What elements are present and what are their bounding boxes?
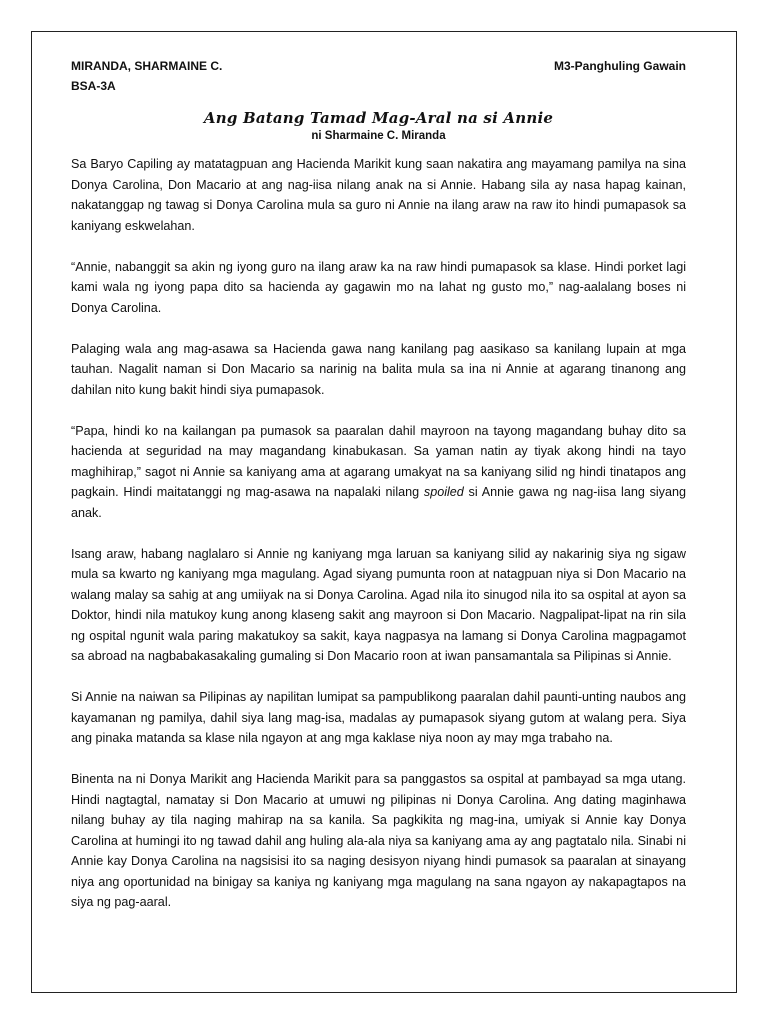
paragraph: “Annie, nabanggit sa akin ng iyong guro na ilang araw ka na raw hindi pumapasok sa klase. Hindi porket lagi kami wala ng iyong papa dito sa hacienda ay gagawin mo na lahat ng gusto mo,” nag-aalalang boses ni Donya Carolina. (71, 259, 686, 315)
paragraph: Si Annie na naiwan sa Pilipinas ay napilitan lumipat sa pampublikong paaralan dahil paunti-unting naubos ang kayamanan ng pamilya, dahil siya lang mag-isa, madalas ay pumapasok siyang gutom at walang pera. Siya ang pinaka matanda sa klase nila ngayon at ang mga kaklase niya noon ay may mga trabaho na. (71, 690, 686, 745)
document-header (71, 56, 686, 96)
author-name: MIRANDA, SHARMAINE C. (71, 59, 223, 73)
paragraph-text: si Annie gawa ng nag-iisa lang siyang anak. (71, 485, 686, 520)
story-body (71, 154, 686, 913)
paragraph: Isang araw, habang naglalaro si Annie ng kaniyang mga laruan sa kaniyang silid ay nakarinig siya ng sigaw mula sa kwarto ng kaniyang mga magulang. Agad siyang pumunta roon at natagpuan niya si Don Macario na walang malay sa sahig at ang umiiyak na si Donya Carolina. Agad nila ito sinugod nila ito sa ospital at ayon sa Doktor, hindi nila matukoy kung anong klaseng sakit ang mayroon si Don Macario. Nagpalipat-lipat na rin sila ng ospital ngunit wala paring makatukoy sa sakit, kaya nagpasya na lamang si Donya Carolina magpagamot sa abroad na nagbabakasakaling gumaling si Don Macario roon at iwan pansamantala sa Pilipinas si Annie. (71, 546, 686, 663)
section-label: BSA-3A (71, 79, 116, 93)
paragraph: Binenta na ni Donya Marikit ang Hacienda Marikit para sa panggastos sa ospital at pambayad sa mga utang. Hindi nagtagtal, namatay si Don Macario at umuwi ng pilipinas ni Donya Carolina. Ang dating maginhawa nilang buhay ay tila naging mahirap na sa kanila. Sa pagkikita ng mag-ina, umiyak si Annie kay Donya Carolina at humingi ito ng tawad dahil ang huling ala-ala niya sa kaniyang ama ay ang pagtatalo nila. Sinabi ni Annie kay Donya Carolina na nagsisisi ito sa naging desisyon niyang hindi pumasok sa paaralan at sinayang niya ang oportunidad na binigay sa kaniya ng kaniyang mga magulang na sana ngayon ay nakapagtapos na siya ng pag-aaral. (71, 772, 686, 909)
story-byline: ni Sharmaine C. Miranda (311, 130, 446, 142)
emphasis-text: spoiled (423, 485, 464, 499)
paragraph (71, 421, 686, 524)
document-content (71, 56, 686, 933)
paragraph-text: “Papa, hindi ko na kailangan pa pumasok sa paaralan dahil mayroon na tayong magandang buhay dito sa hacienda at seguridad na may magandang kinabukasan. Sa yaman natin ay tiyak akong hindi na tayo maghihirap,” sagot ni Annie sa kaniyang ama at agarang umakyat na sa kaniyang silid ng hindi tinatapos ang pagkain. Hindi maitatanggi ng mag-asawa na napalaki nilang (71, 423, 686, 499)
student-info (71, 56, 222, 96)
paragraph: Palaging wala ang mag-asawa sa Hacienda gawa nang kanilang pag aasikaso sa kanilang lupain at mga tauhan. Nagalit naman si Don Macario sa narinig na balita mula sa ina ni Annie at agarang tinanong ang dahilan nito kung bakit hindi siya pumapasok. (71, 341, 686, 397)
paragraph: Sa Baryo Capiling ay matatagpuan ang Hacienda Marikit kung saan nakatira ang mayamang pamilya na sina Donya Carolina, Don Macario at ang nag-iisa nilang anak na si Annie. Habang sila ay nasa hapag kainan, nakatanggap ng tawag si Donya Carolina mula sa guro ni Annie na ilang araw na raw ito hindi pumapasok sa kaniyang eskwelahan. (71, 157, 686, 233)
assignment-label: M3-Panghuling Gawain (553, 59, 686, 73)
story-title: Ang Batang Tamad Mag-Aral na si Annie (203, 109, 554, 127)
